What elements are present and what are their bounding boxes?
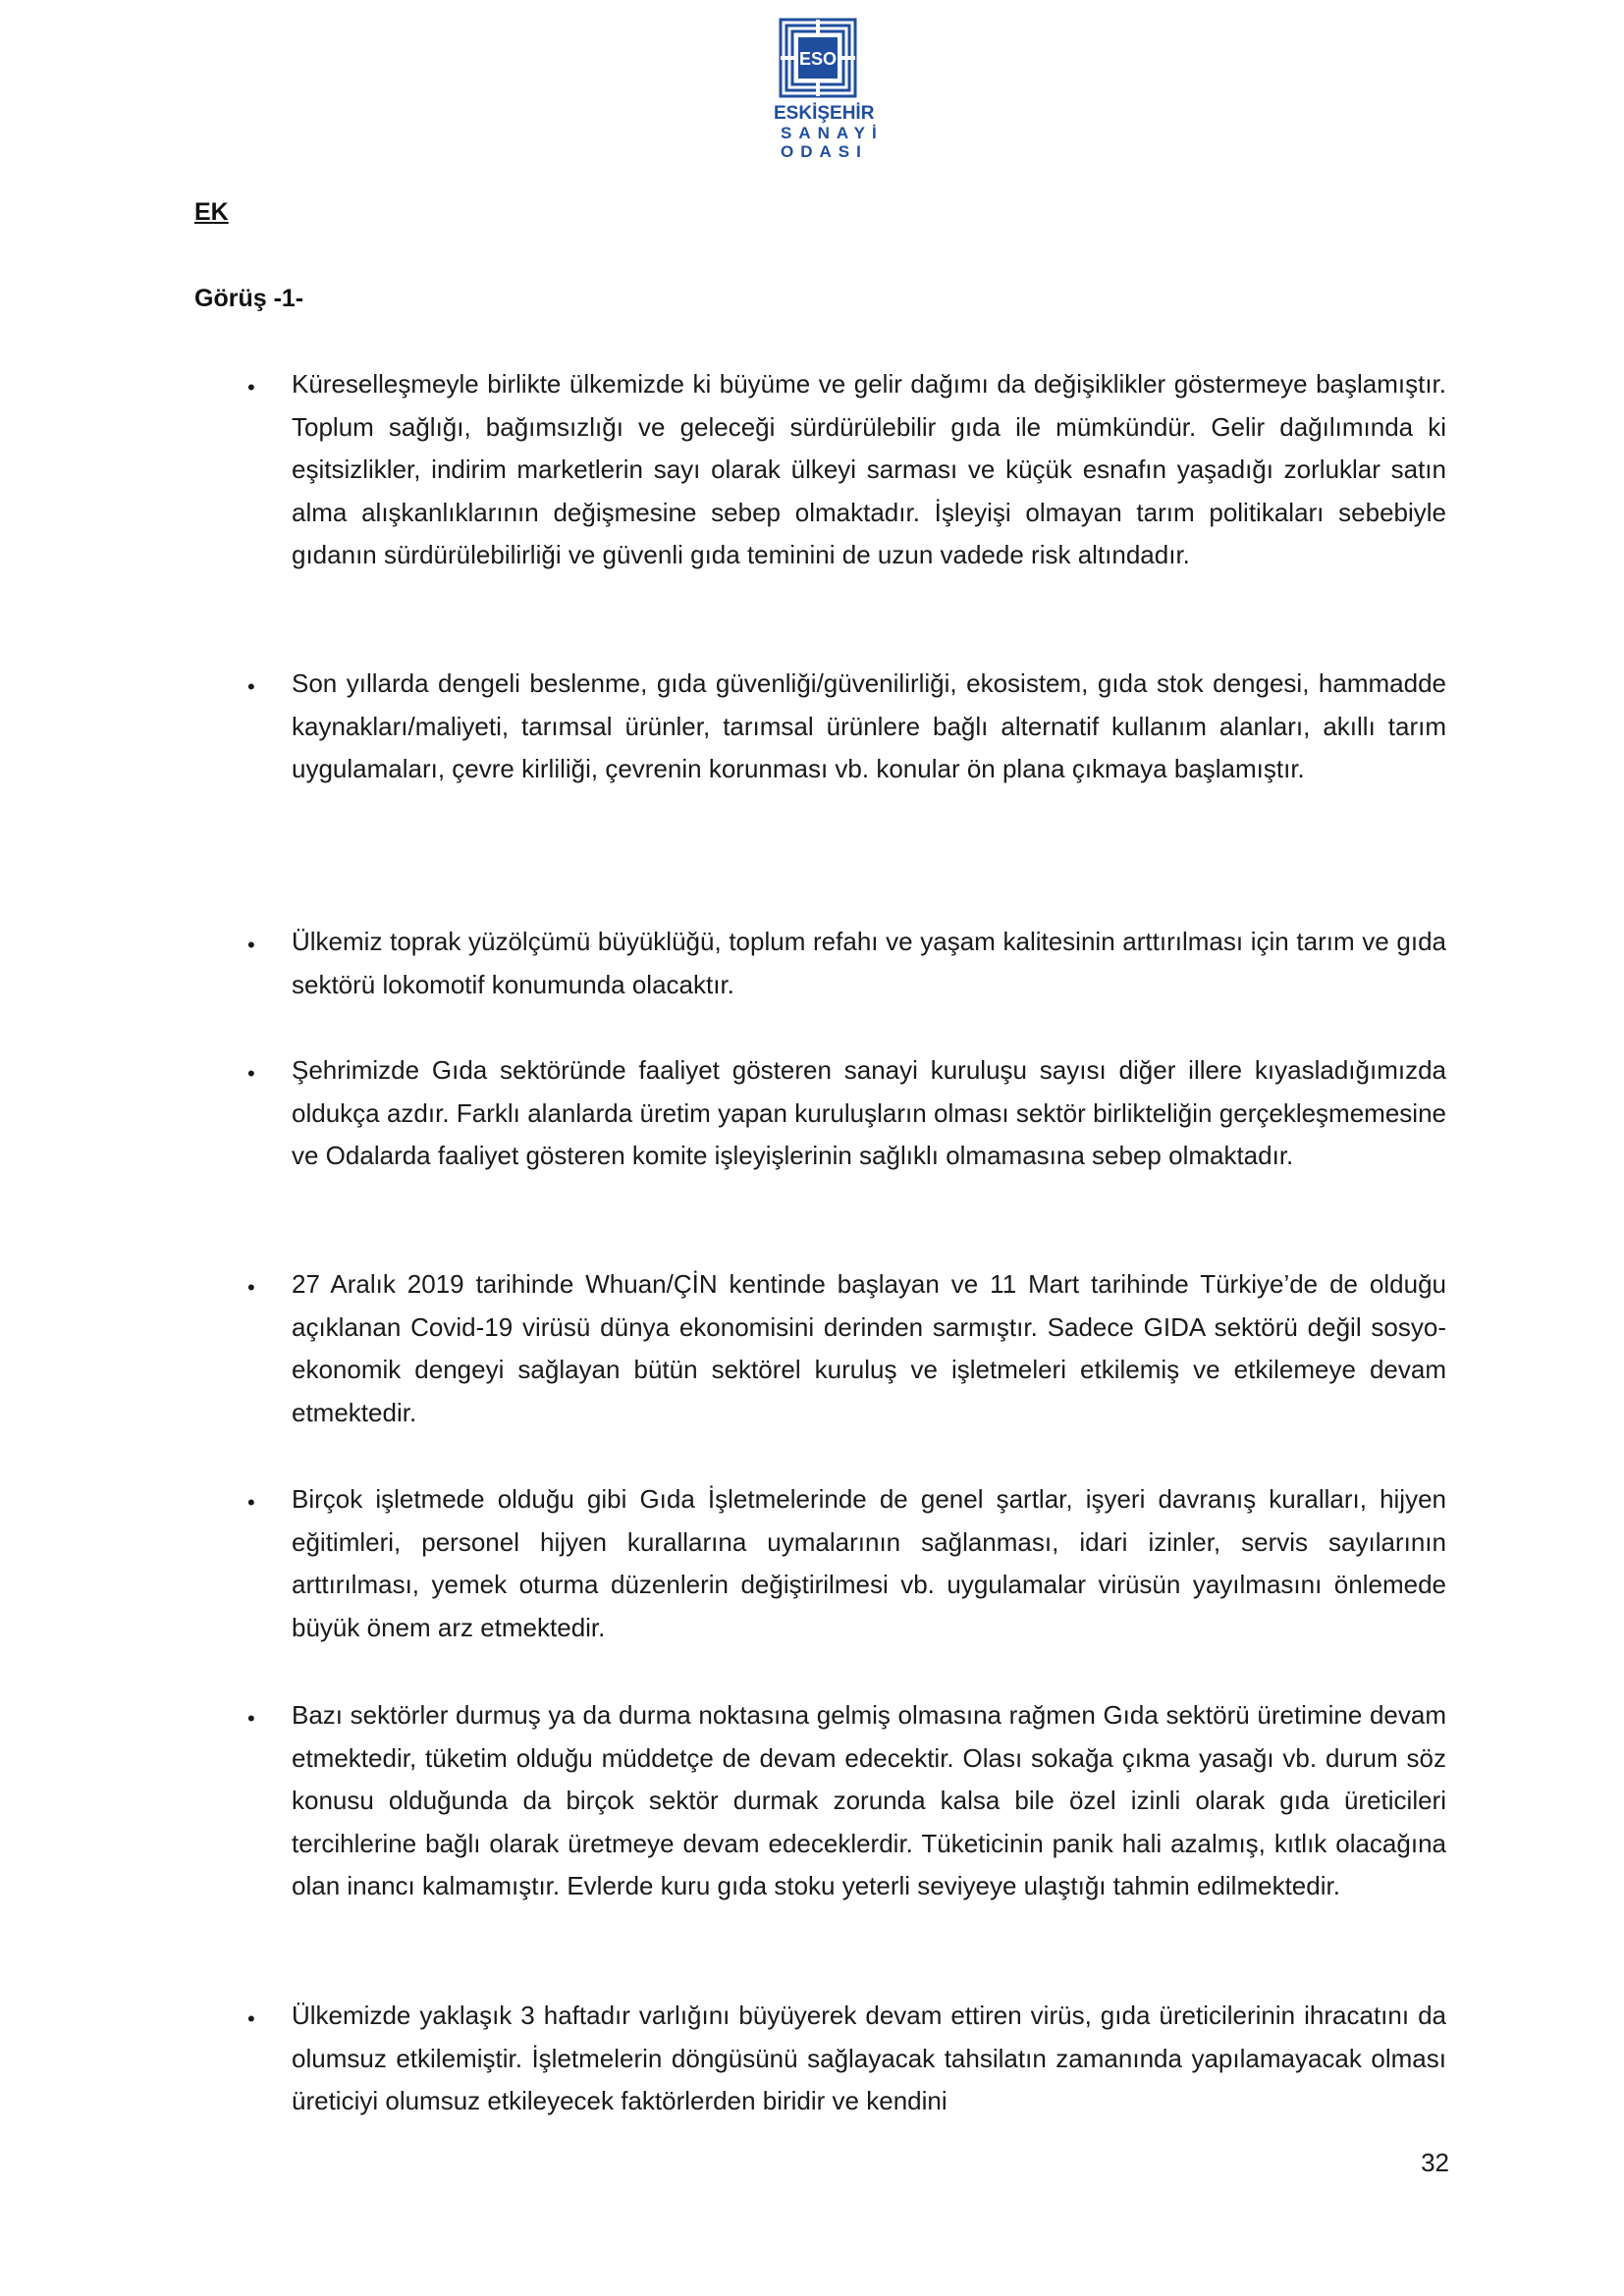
list-item: Ülkemizde yaklaşık 3 haftadır varlığını büyüyerek devam ettiren virüs, gıda üreticilerinin ihracatını da olumsuz etkilemiştir. İşletmelerin döngüsünü sağlayacak tahsilatın zamanında yapılamayacak olması üreticiyi olumsuz etkileyecek faktörlerden biridir ve kendini	[292, 2001, 1446, 2115]
page-number: 32	[1421, 2148, 1449, 2177]
logo-line-eskisehir: ESKİŞEHİR	[774, 103, 875, 124]
bullet-icon: •	[247, 1490, 255, 1515]
list-item: 27 Aralık 2019 tarihinde Whuan/ÇİN kentinde başlayan ve 11 Mart tarihinde Türkiye’de de olduğu açıklanan Covid-19 virüsü dünya ekonomisini derinden sarmıştır. Sadece GIDA sektörü değil sosyo-ekonomik dengeyi sağlayan bütün sektörel kuruluş ve işletmeleri etkilemiş ve etkilemeye devam etmektedir.	[292, 1269, 1446, 1427]
bullet-icon: •	[247, 375, 255, 400]
logo-line-sanayi: SANAYİ	[781, 124, 884, 142]
section-heading-ek: EK	[194, 198, 229, 226]
list-item: Küreselleşmeyle birlikte ülkemizde ki büyüme ve gelir dağımı da değişiklikler göstermeye başlamıştır. Toplum sağlığı, bağımsızlığı ve geleceği sürdürülebilir gıda ile mümkündür. Gelir dağılımında ki eşitsizlikler, indirim marketlerin sayı olarak ülkeyi sarması ve küçük esnafın yaşadığı zorluklar satın alma alışkanlıklarının değişmesine sebep olmaktadır. İşleyişi olmayan tarım politikaları sebebiyle gıdanın sürdürülebilirliği ve güvenli gıda teminini de uzun vadede risk altındadır.	[292, 369, 1446, 569]
list-item: Son yıllarda dengeli beslenme, gıda güvenliği/güvenilirliği, ekosistem, gıda stok dengesi, hammadde kaynakları/maliyeti, tarımsal ürünler, tarımsal ürünlere bağlı alternatif kullanım alanları, akıllı tarım uygulamaları, çevre kirliliği, çevrenin korunması vb. konular ön plana çıkmaya başlamıştır.	[292, 668, 1446, 783]
list-item: Bazı sektörler durmuş ya da durma noktasına gelmiş olmasına rağmen Gıda sektörü üretimine devam etmektedir, tüketim olduğu müddetçe de devam edecektir. Olası sokağa çıkma yasağı vb. durum söz konusu olduğunda da birçok sektör durmak zorunda kalsa bile özel izinli olarak gıda üreticileri tercihlerine bağlı olarak üretmeye devam edeceklerdir. Tüketicinin panik hali azalmış, kıtlık olacağına olan inancı kalmamıştır. Evlerde kuru gıda stoku yeterli seviyeye ulaştığı tahmin edilmektedir.	[292, 1700, 1446, 1900]
eso-emblem-icon	[779, 18, 857, 98]
bullet-icon: •	[247, 933, 255, 957]
eso-logo	[774, 18, 884, 161]
bullet-icon: •	[247, 1061, 255, 1086]
list-item: Birçok işletmede olduğu gibi Gıda İşletmelerinde de genel şartlar, işyeri davranış kuralları, hijyen eğitimleri, personel hijyen kurallarına uymalarının sağlanması, idari izinler, servis sayılarının arttırılması, yemek oturma düzenlerin değiştirilmesi vb. uygulamalar virüsün yayılmasını önlemede büyük önem arz etmektedir.	[292, 1484, 1446, 1642]
bullet-icon: •	[247, 2006, 255, 2031]
bullet-icon: •	[247, 674, 255, 699]
section-heading-gorus: Görüş -1-	[194, 285, 304, 312]
emblem-text: ESO	[798, 49, 838, 69]
bullet-icon: •	[247, 1275, 255, 1300]
list-item: Şehrimizde Gıda sektöründe faaliyet gösteren sanayi kuruluşu sayısı diğer illere kıyasladığımızda oldukça azdır. Farklı alanlarda üretim yapan kuruluşların olması sektör birlikteliğin gerçekleşmemesine ve Odalarda faaliyet gösteren komite işleyişlerinin sağlıklı olmamasına sebep olmaktadır.	[292, 1055, 1446, 1170]
bullet-icon: •	[247, 1706, 255, 1731]
list-item: Ülkemiz toprak yüzölçümü büyüklüğü, toplum refahı ve yaşam kalitesinin arttırılması için tarım ve gıda sektörü lokomotif konumunda olacaktır.	[292, 927, 1446, 999]
logo-line-odasi: ODASI	[781, 142, 868, 161]
